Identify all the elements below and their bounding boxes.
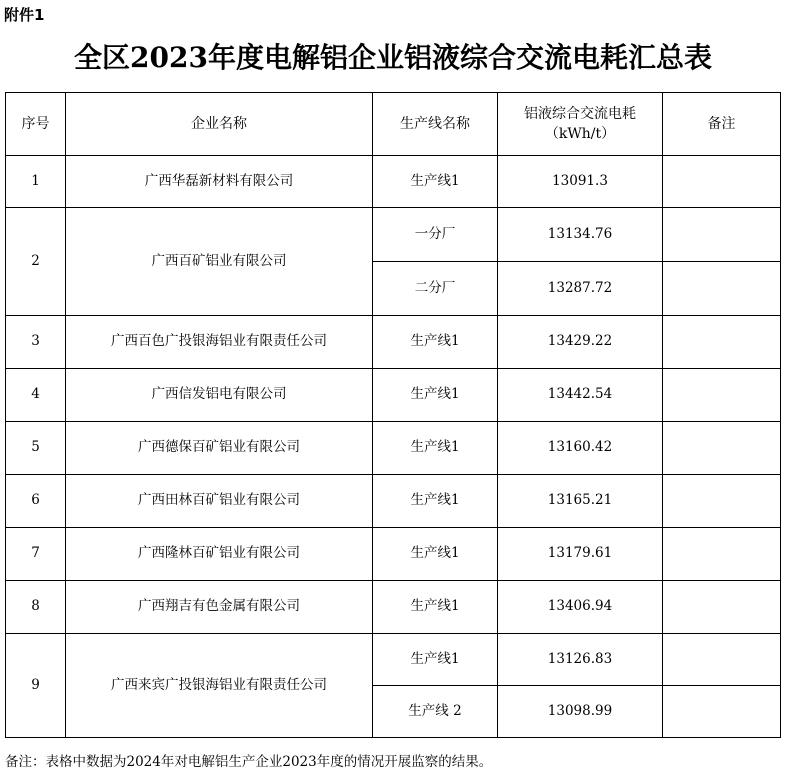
energy-cell: 13442.54 bbox=[498, 369, 663, 422]
note-cell bbox=[663, 528, 781, 581]
line-cell: 生产线1 bbox=[373, 475, 498, 528]
note-cell bbox=[663, 422, 781, 475]
header-line: 生产线名称 bbox=[373, 93, 498, 156]
company-cell: 广西德保百矿铝业有限公司 bbox=[66, 422, 373, 475]
seq-cell: 1 bbox=[6, 156, 66, 208]
table-row bbox=[6, 422, 781, 475]
energy-cell: 13098.99 bbox=[498, 686, 663, 738]
note-cell bbox=[663, 316, 781, 369]
seq-cell: 2 bbox=[6, 208, 66, 316]
energy-cell: 13429.22 bbox=[498, 316, 663, 369]
line-cell: 生产线1 bbox=[373, 156, 498, 208]
line-cell: 生产线1 bbox=[373, 581, 498, 634]
seq-cell: 6 bbox=[6, 475, 66, 528]
header-note: 备注 bbox=[663, 93, 781, 156]
company-cell: 广西翔吉有色金属有限公司 bbox=[66, 581, 373, 634]
line-cell: 生产线1 bbox=[373, 528, 498, 581]
table-row bbox=[6, 156, 781, 208]
energy-cell: 13160.42 bbox=[498, 422, 663, 475]
table-row bbox=[6, 528, 781, 581]
energy-cell: 13179.61 bbox=[498, 528, 663, 581]
seq-cell: 9 bbox=[6, 634, 66, 738]
header-energy-unit: （kWh/t） bbox=[544, 126, 616, 142]
summary-table bbox=[5, 92, 781, 738]
footnote: 备注：表格中数据为2024年对电解铝生产企业2023年度的情况开展监察的结果。 bbox=[5, 754, 493, 770]
line-cell: 二分厂 bbox=[373, 262, 498, 316]
table-row bbox=[6, 316, 781, 369]
line-cell: 生产线 2 bbox=[373, 686, 498, 738]
table-header-row bbox=[6, 93, 781, 156]
table-row bbox=[6, 634, 781, 686]
energy-cell: 13091.3 bbox=[498, 156, 663, 208]
header-seq: 序号 bbox=[6, 93, 66, 156]
seq-cell: 5 bbox=[6, 422, 66, 475]
company-cell: 广西隆林百矿铝业有限公司 bbox=[66, 528, 373, 581]
line-cell: 生产线1 bbox=[373, 369, 498, 422]
seq-cell: 8 bbox=[6, 581, 66, 634]
note-cell bbox=[663, 262, 781, 316]
note-cell bbox=[663, 208, 781, 262]
energy-cell: 13406.94 bbox=[498, 581, 663, 634]
line-cell: 生产线1 bbox=[373, 422, 498, 475]
page-title: 全区2023年度电解铝企业铝液综合交流电耗汇总表 bbox=[74, 41, 712, 74]
company-cell: 广西田林百矿铝业有限公司 bbox=[66, 475, 373, 528]
seq-cell: 7 bbox=[6, 528, 66, 581]
company-cell: 广西百色广投银海铝业有限责任公司 bbox=[66, 316, 373, 369]
energy-cell: 13287.72 bbox=[498, 262, 663, 316]
seq-cell: 3 bbox=[6, 316, 66, 369]
company-cell: 广西信发铝电有限公司 bbox=[66, 369, 373, 422]
line-cell: 一分厂 bbox=[373, 208, 498, 262]
header-company: 企业名称 bbox=[66, 93, 373, 156]
note-cell bbox=[663, 369, 781, 422]
attachment-label: 附件1 bbox=[4, 6, 45, 24]
note-cell bbox=[663, 156, 781, 208]
table-row bbox=[6, 475, 781, 528]
header-energy-label: 铝液综合交流电耗 bbox=[524, 105, 636, 122]
note-cell bbox=[663, 686, 781, 738]
line-cell: 生产线1 bbox=[373, 634, 498, 686]
table-row bbox=[6, 369, 781, 422]
energy-cell: 13134.76 bbox=[498, 208, 663, 262]
company-cell: 广西来宾广投银海铝业有限责任公司 bbox=[66, 634, 373, 738]
note-cell bbox=[663, 581, 781, 634]
table-row bbox=[6, 581, 781, 634]
table-row bbox=[6, 208, 781, 262]
company-cell: 广西华磊新材料有限公司 bbox=[66, 156, 373, 208]
company-cell: 广西百矿铝业有限公司 bbox=[66, 208, 373, 316]
note-cell bbox=[663, 475, 781, 528]
header-energy bbox=[498, 93, 663, 156]
energy-cell: 13165.21 bbox=[498, 475, 663, 528]
seq-cell: 4 bbox=[6, 369, 66, 422]
line-cell: 生产线1 bbox=[373, 316, 498, 369]
energy-cell: 13126.83 bbox=[498, 634, 663, 686]
note-cell bbox=[663, 634, 781, 686]
